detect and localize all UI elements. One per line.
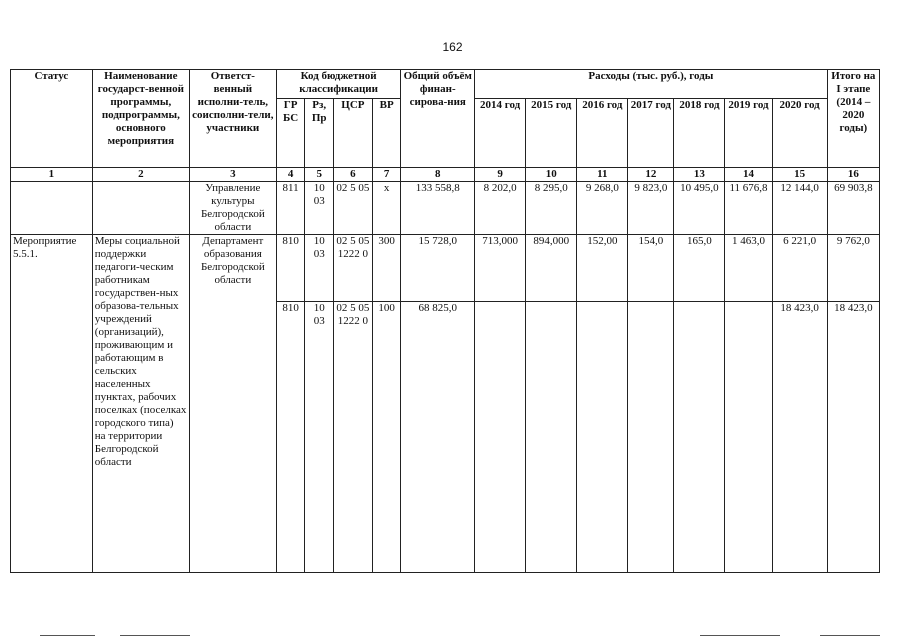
year-2014-cell: 8 202,0 — [475, 182, 526, 235]
header-responsible: Ответст-венный исполни-тель, соисполни-тели, участники — [189, 70, 276, 168]
header-total-volume: Общий объём финан-сирова-ния — [401, 70, 475, 168]
header-year-2020: 2020 год — [772, 99, 827, 168]
rzpr-cell: 10 03 — [305, 235, 334, 302]
column-number: 13 — [674, 168, 725, 182]
year-2019-cell: 11 676,8 — [725, 182, 772, 235]
scan-mark — [820, 635, 880, 636]
total-cell: 15 728,0 — [401, 235, 475, 302]
header-stage-total: Итого на I этапе (2014 – 2020 годы) — [827, 70, 879, 168]
total-cell: 133 558,8 — [401, 182, 475, 235]
csr-cell: 02 5 05 1222 0 — [334, 235, 373, 302]
table-row — [11, 182, 880, 235]
column-number: 9 — [475, 168, 526, 182]
column-number: 8 — [401, 168, 475, 182]
rzpr-cell: 10 03 — [305, 182, 334, 235]
grbs-cell: 811 — [276, 182, 305, 235]
header-year-2019: 2019 год — [725, 99, 772, 168]
year-2016-cell: 9 268,0 — [577, 182, 628, 235]
year-2018-cell: 10 495,0 — [674, 182, 725, 235]
stage-total-cell: 69 903,8 — [827, 182, 879, 235]
year-2015-cell: 8 295,0 — [526, 182, 577, 235]
column-number: 4 — [276, 168, 305, 182]
year-2019-cell — [725, 302, 772, 573]
column-number: 6 — [334, 168, 373, 182]
header-expenses: Расходы (тыс. руб.), годы — [475, 70, 828, 99]
csr-cell: 02 5 05 — [334, 182, 373, 235]
status-cell — [11, 182, 93, 235]
scan-mark — [700, 635, 780, 636]
header-year-2015: 2015 год — [526, 99, 577, 168]
budget-table — [10, 69, 880, 573]
scan-mark — [40, 635, 95, 636]
column-number-row — [11, 168, 880, 182]
grbs-cell: 810 — [276, 302, 305, 573]
column-number: 12 — [628, 168, 674, 182]
header-budget-code: Код бюджетной классификации — [276, 70, 401, 99]
year-2016-cell — [577, 302, 628, 573]
responsible-cell: Департамент образования Белгородской области — [189, 235, 276, 573]
year-2014-cell — [475, 302, 526, 573]
year-2020-cell: 18 423,0 — [772, 302, 827, 573]
header-grbs: ГР БС — [276, 99, 305, 168]
column-number: 3 — [189, 168, 276, 182]
header-year-2017: 2017 год — [628, 99, 674, 168]
year-2017-cell: 154,0 — [628, 235, 674, 302]
total-cell: 68 825,0 — [401, 302, 475, 573]
stage-total-cell: 9 762,0 — [827, 235, 879, 302]
header-name: Наименование государст-венной программы, подпрограммы, основного мероприятия — [92, 70, 189, 168]
page-number: 162 — [442, 40, 463, 54]
column-number: 7 — [372, 168, 401, 182]
header-rzpr: Рз, Пр — [305, 99, 334, 168]
header-status: Статус — [11, 70, 93, 168]
column-number: 15 — [772, 168, 827, 182]
column-number: 14 — [725, 168, 772, 182]
status-cell: Мероприятие 5.5.1. — [11, 235, 93, 573]
year-2016-cell: 152,00 — [577, 235, 628, 302]
column-number: 10 — [526, 168, 577, 182]
year-2019-cell: 1 463,0 — [725, 235, 772, 302]
column-number: 1 — [11, 168, 93, 182]
year-2020-cell: 6 221,0 — [772, 235, 827, 302]
vr-cell: 300 — [372, 235, 401, 302]
year-2018-cell: 165,0 — [674, 235, 725, 302]
column-number: 5 — [305, 168, 334, 182]
column-number: 11 — [577, 168, 628, 182]
grbs-cell: 810 — [276, 235, 305, 302]
csr-cell: 02 5 05 1222 0 — [334, 302, 373, 573]
year-2015-cell: 894,000 — [526, 235, 577, 302]
year-2020-cell: 12 144,0 — [772, 182, 827, 235]
header-vr: ВР — [372, 99, 401, 168]
year-2018-cell — [674, 302, 725, 573]
year-2014-cell: 713,000 — [475, 235, 526, 302]
scan-mark — [120, 635, 190, 636]
column-number: 16 — [827, 168, 879, 182]
header-year-2016: 2016 год — [577, 99, 628, 168]
table-row — [11, 235, 880, 302]
stage-total-cell: 18 423,0 — [827, 302, 879, 573]
rzpr-cell: 10 03 — [305, 302, 334, 573]
header-year-2018: 2018 год — [674, 99, 725, 168]
name-cell — [92, 182, 189, 235]
name-cell: Меры социальной поддержки педагоги-ческим работникам государствен-ных образова-тельных учреждений (организаций), проживающим и работающим в сельских населенных пунктах, рабочих поселках (поселках городского типа) на территории Белгородской области — [92, 235, 189, 573]
header-year-2014: 2014 год — [475, 99, 526, 168]
year-2017-cell: 9 823,0 — [628, 182, 674, 235]
column-number: 2 — [92, 168, 189, 182]
scan-edge-marks — [0, 633, 905, 637]
vr-cell: 100 — [372, 302, 401, 573]
year-2015-cell — [526, 302, 577, 573]
vr-cell: х — [372, 182, 401, 235]
header-csr: ЦСР — [334, 99, 373, 168]
responsible-cell: Управление культуры Белгородской области — [189, 182, 276, 235]
year-2017-cell — [628, 302, 674, 573]
